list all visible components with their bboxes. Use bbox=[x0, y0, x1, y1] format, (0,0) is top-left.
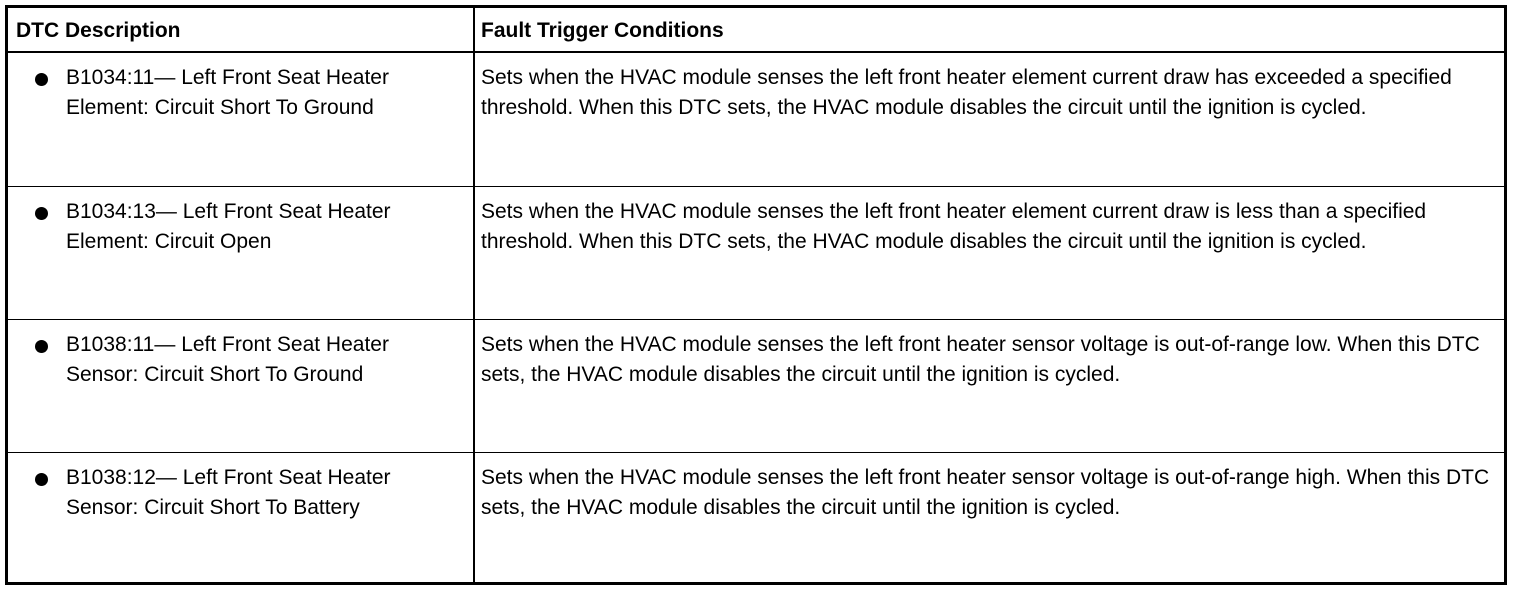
dtc-description-cell bbox=[8, 187, 474, 257]
dtc-description-cell bbox=[8, 320, 474, 390]
column-header-fault-trigger-conditions: Fault Trigger Conditions bbox=[481, 19, 724, 42]
column-header-dtc-description: DTC Description bbox=[16, 19, 181, 42]
fault-trigger-conditions-cell: Sets when the HVAC module senses the left front heater sensor voltage is out-of-range high. When this DTC sets, the HVAC module disables the circuit until the ignition is cycled. bbox=[481, 466, 1490, 519]
bullet-icon bbox=[35, 473, 48, 486]
dtc-description-cell bbox=[8, 53, 474, 123]
fault-trigger-conditions-cell: Sets when the HVAC module senses the left front heater element current draw is less than a specified threshold. When this DTC sets, the HVAC module disables the circuit until the ignition is cycled. bbox=[481, 200, 1427, 253]
bullet-icon bbox=[35, 340, 48, 353]
dtc-description-text: B1034:13— Left Front Seat Heater Element: Circuit Open bbox=[66, 200, 391, 253]
dtc-table bbox=[5, 5, 1507, 585]
dtc-description-cell bbox=[8, 453, 474, 523]
dtc-description-text: B1038:12— Left Front Seat Heater Sensor: Circuit Short To Battery bbox=[66, 466, 391, 519]
table-row bbox=[8, 186, 1504, 319]
bullet-icon bbox=[35, 207, 48, 220]
fault-trigger-conditions-cell: Sets when the HVAC module senses the left front heater sensor voltage is out-of-range low. When this DTC sets, the HVAC module disables the circuit until the ignition is cycled. bbox=[481, 333, 1480, 386]
dtc-description-text: B1034:11— Left Front Seat Heater Element: Circuit Short To Ground bbox=[66, 66, 389, 119]
fault-trigger-conditions-cell: Sets when the HVAC module senses the left front heater element current draw has exceeded a specified threshold. When this DTC sets, the HVAC module disables the circuit until the ignition is cycled. bbox=[481, 66, 1452, 119]
table-header-row bbox=[8, 8, 1504, 53]
dtc-description-text: B1038:11— Left Front Seat Heater Sensor: Circuit Short To Ground bbox=[66, 333, 389, 386]
table-row bbox=[8, 53, 1504, 186]
bullet-icon bbox=[35, 73, 48, 86]
table-row bbox=[8, 452, 1504, 582]
table-row bbox=[8, 319, 1504, 452]
